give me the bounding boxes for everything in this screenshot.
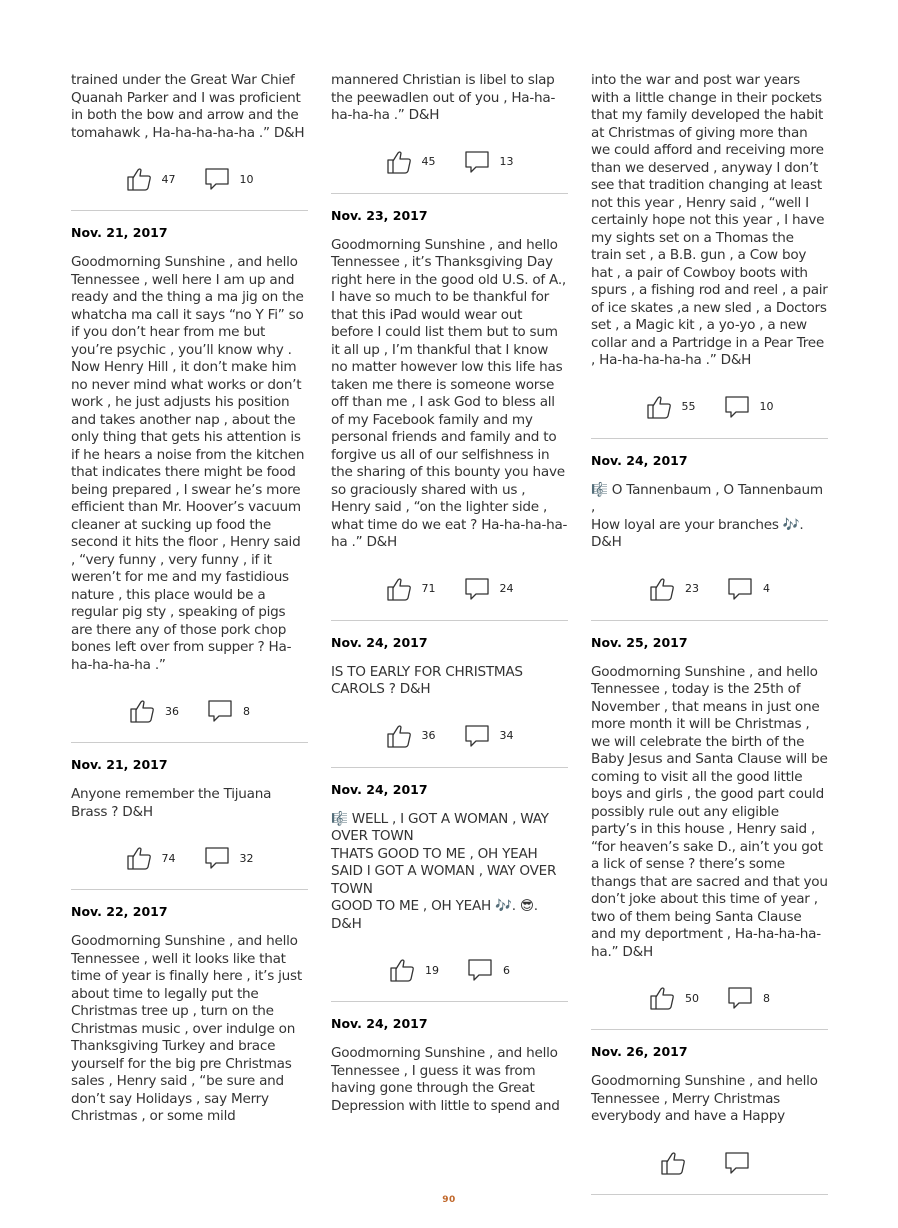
comment-button[interactable] — [724, 395, 774, 419]
comment-bubble-icon — [464, 150, 490, 174]
thumbs-up-icon — [386, 724, 412, 748]
comment-bubble-icon — [204, 846, 230, 870]
comment-bubble-icon — [204, 167, 230, 191]
comment-button[interactable] — [207, 699, 250, 723]
comment-button[interactable] — [727, 577, 770, 601]
post-divider — [71, 210, 308, 211]
like-count: 71 — [421, 582, 436, 595]
like-button[interactable] — [660, 1151, 696, 1175]
like-count: 55 — [681, 400, 696, 413]
comment-count: 4 — [763, 582, 770, 595]
like-button[interactable] — [386, 150, 436, 174]
comment-count: 10 — [759, 400, 774, 413]
reactions-bar — [71, 841, 308, 875]
post-text: IS TO EARLY FOR CHRISTMAS CAROLS ? D&H — [331, 663, 523, 697]
post-divider — [331, 620, 568, 621]
post-text: trained under the Great War Chief Quanah Parker and I was proficient in both the bow and arrow and the tomahawk , Ha-ha-ha-ha-ha .” D&H — [71, 72, 305, 141]
reactions-bar — [591, 572, 828, 606]
comment-button[interactable] — [464, 724, 514, 748]
comment-button[interactable] — [204, 846, 254, 870]
comment-count: 13 — [499, 155, 514, 168]
post-divider — [71, 742, 308, 743]
like-button[interactable] — [389, 958, 439, 982]
comment-bubble-icon — [727, 577, 753, 601]
post-divider — [331, 193, 568, 194]
comment-button[interactable] — [724, 1151, 760, 1175]
post-text: Goodmorning Sunshine , and hello Tennessee , today is the 25th of November , that means in just one more month it will be Christmas , we will celebrate the birth of the Baby Jesus and Santa Clause will be coming to visit all the good little boys and girls , the good part could possibly rule out any eligible party’s in this house , Henry said , “for heaven’s sake D., ain’t you got a lick of sense ? there’s some thangs that are sacred and that you don’t joke about this time of year , two of them being Santa Clause and my deportment , Ha-ha-ha-ha-ha.” D&H — [591, 663, 828, 960]
reactions-bar — [331, 145, 568, 179]
like-count: 19 — [425, 963, 439, 977]
comment-button[interactable] — [204, 167, 254, 191]
post-date: Nov. 21, 2017 — [71, 757, 168, 772]
thumbs-up-icon — [649, 986, 675, 1010]
comment-button[interactable] — [467, 958, 510, 982]
like-button[interactable] — [126, 167, 176, 191]
like-count: 74 — [161, 851, 176, 865]
comment-count: 8 — [763, 991, 770, 1005]
post-divider — [591, 1029, 828, 1030]
column-1 — [71, 72, 308, 1126]
thumbs-up-icon — [649, 577, 675, 601]
post-text: Goodmorning Sunshine , and hello Tennessee , Merry Christmas everybody and have a Happy — [591, 1073, 818, 1124]
comment-count: 24 — [499, 582, 514, 595]
reactions-bar — [331, 953, 568, 987]
comment-button[interactable] — [464, 577, 514, 601]
comment-count: 8 — [243, 704, 250, 718]
post-divider — [331, 767, 568, 768]
like-count: 45 — [421, 155, 436, 168]
comment-count: 32 — [239, 851, 254, 865]
column-2 — [331, 72, 568, 1115]
post-date: Nov. 26, 2017 — [591, 1044, 688, 1059]
like-button[interactable] — [129, 699, 179, 723]
post-text: Goodmorning Sunshine , and hello Tennessee , it’s Thanksgiving Day right here in the good old U.S. of A., I have so much to be thankful for that this iPad would wear out before I could list them but to sum it all up , I’m thankful that I know no matter however low this life has taken me there is someone worse off than me , I ask God to bless all of my Facebook family and my personal friends and family and to forgive us all of our selfishness in the sharing of this bounty you have so graciously shared with us , Henry said , “on the lighter side , what time do we eat ? Ha-ha-ha-ha-ha .” D&H — [331, 236, 568, 550]
like-count: 36 — [165, 704, 179, 718]
comment-count: 34 — [499, 729, 514, 742]
post-text: 🎼 WELL , I GOT A WOMAN , WAY OVER TOWN THATS GOOD TO ME , OH YEAH SAID I GOT A WOMAN , WAY OVER TOWN GOOD TO ME , OH YEAH 🎶. 😎. D&H — [331, 810, 557, 932]
post-divider — [591, 438, 828, 439]
post-date: Nov. 23, 2017 — [331, 207, 428, 223]
post-divider — [71, 889, 308, 890]
like-button[interactable] — [386, 577, 436, 601]
reactions-bar — [71, 694, 308, 728]
post-text: Goodmorning Sunshine , and hello Tennessee , well here I am up and ready and the thing a ma jig on the whatcha ma call it says “no Y Fi” so if you don’t hear from me but you’re psychic , you’ll know why . Now Henry Hill , it don’t make him no never mind what works or don’t work , he just adjusts his position and takes another nap , about the only thing that gets his attention is if he hears a noise from the kitchen that indicates there might be food being prepared , I swear he’s more efficient than Mr. Hoover’s vacuum cleaner at sucking up food the second it hits the floor , Henry said , “very funny , very funny , if it weren’t for me and my fastidious nature , this place would be a regular pig sty , speaking of pigs are there any of those pork chop bones left over from supper ? Ha-ha-ha-ha-ha .” — [71, 254, 305, 673]
like-button[interactable] — [646, 395, 696, 419]
like-count: 36 — [421, 729, 436, 742]
comment-count: 10 — [239, 172, 254, 186]
comment-bubble-icon — [207, 699, 233, 723]
comment-count: 6 — [503, 963, 510, 977]
post-date: Nov. 24, 2017 — [331, 781, 428, 797]
post-divider — [331, 1001, 568, 1002]
thumbs-up-icon — [129, 699, 155, 723]
like-button[interactable] — [649, 986, 699, 1010]
post-text: mannered Christian is libel to slap the peewadlen out of you , Ha-ha-ha-ha-ha .” D&H — [331, 72, 556, 123]
post-text: Goodmorning Sunshine , and hello Tennessee , well it looks like that time of year is finally here , it’s just about time to legally put the Christmas tree up , turn on the Christmas music , over indulge on Thanksgiving Turkey and brace yourself for the big pre Christmas sales , Henry said , “be sure and don’t say Holidays , say Merry Christmas , or some mild — [71, 933, 302, 1124]
like-button[interactable] — [386, 724, 436, 748]
post-divider — [591, 620, 828, 621]
comment-bubble-icon — [724, 1151, 750, 1175]
comment-bubble-icon — [464, 724, 490, 748]
like-button[interactable] — [649, 577, 699, 601]
reactions-bar — [591, 1146, 828, 1180]
reactions-bar — [71, 162, 308, 196]
column-3 — [591, 72, 828, 1209]
comment-bubble-icon — [724, 395, 750, 419]
thumbs-up-icon — [660, 1151, 686, 1175]
reactions-bar — [331, 572, 568, 606]
reactions-bar — [591, 981, 828, 1015]
page-number: 90 — [442, 1195, 456, 1205]
reactions-bar — [591, 390, 828, 424]
thumbs-up-icon — [386, 150, 412, 174]
comment-button[interactable] — [464, 150, 514, 174]
post-date: Nov. 25, 2017 — [591, 634, 688, 650]
post-text: into the war and post war years with a little change in their pockets that my family developed the habit at Christmas of giving more than we could afford and receiving more than we deserved , anyway I don’t see that tradition changing at least not this year , Henry said , “well I certainly hope not this year , I have my sights set on a Thomas the train set , a B.B. gun , a Cow boy hat , a pair of Cowboy boots with spurs , a fishing rod and reel , a pair of ice skates ,a new sled , a Doctors set , a Magic kit , a yo-yo , a new collar and a Partridge in a Pear Tree , Ha-ha-ha-ha-ha .” D&H — [591, 72, 828, 368]
post-date: Nov. 24, 2017 — [331, 1016, 428, 1031]
thumbs-up-icon — [389, 958, 415, 982]
like-count: 50 — [685, 991, 699, 1005]
post-text: 🎼 O Tannenbaum , O Tannenbaum , How loyal are your branches 🎶. D&H — [591, 481, 823, 550]
comment-bubble-icon — [727, 986, 753, 1010]
thumbs-up-icon — [386, 577, 412, 601]
comment-button[interactable] — [727, 986, 770, 1010]
comment-bubble-icon — [467, 958, 493, 982]
like-count: 47 — [161, 172, 176, 186]
thumbs-up-icon — [126, 846, 152, 870]
post-text: Goodmorning Sunshine , and hello Tennessee , I guess it was from having gone through the Great Depression with little to spend and — [331, 1045, 560, 1114]
like-count: 23 — [685, 582, 699, 595]
like-button[interactable] — [126, 846, 176, 870]
post-date: Nov. 21, 2017 — [71, 225, 168, 240]
thumbs-up-icon — [646, 395, 672, 419]
reactions-bar — [331, 719, 568, 753]
post-text: Anyone remember the Tijuana Brass ? D&H — [71, 786, 272, 820]
thumbs-up-icon — [126, 167, 152, 191]
post-date: Nov. 24, 2017 — [591, 452, 688, 468]
comment-bubble-icon — [464, 577, 490, 601]
post-date: Nov. 24, 2017 — [331, 634, 428, 650]
post-date: Nov. 22, 2017 — [71, 904, 168, 919]
